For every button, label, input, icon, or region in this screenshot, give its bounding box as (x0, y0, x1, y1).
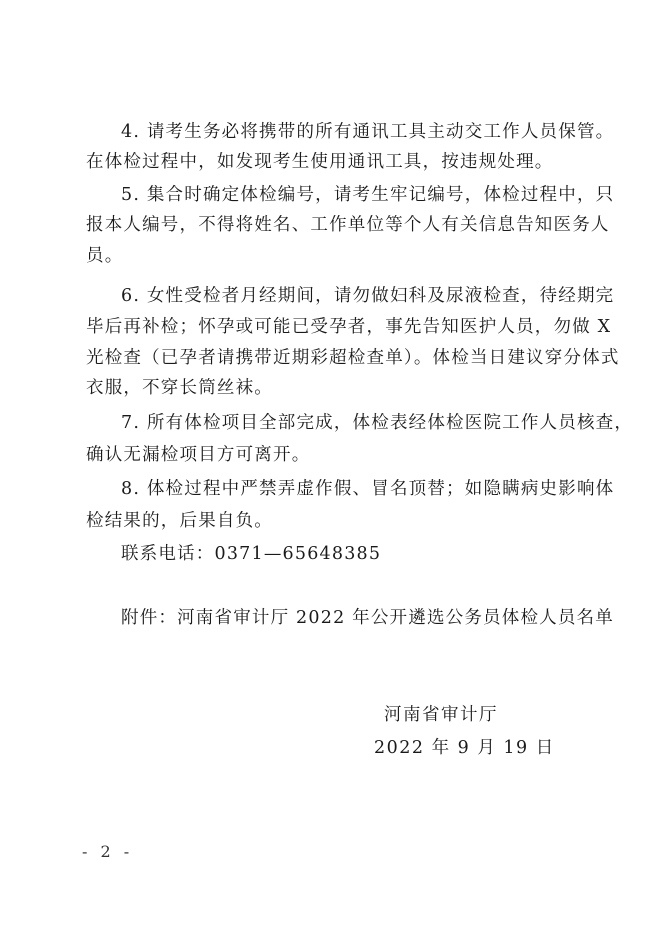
item-4-line-1: 4. 请考生务必将携带的所有通讯工具主动交工作人员保管。 (121, 122, 615, 142)
item-8-line-1: 8. 体检过程中严禁弄虚作假、冒名顶替；如隐瞒病史影响体 (121, 479, 615, 499)
item-6-line-2: 毕后再补检；怀孕或可能已受孕者，事先告知医护人员，勿做 X (86, 317, 612, 337)
item-6-line-4: 衣服，不穿长筒丝袜。 (86, 378, 273, 398)
attachment-note: 附件：河南省审计厅 2022 年公开遴选公务员体检人员名单 (121, 608, 614, 628)
item-6-line-1: 6. 女性受检者月经期间，请勿做妇科及尿液检查，待经期完 (121, 286, 615, 306)
item-7-line-1: 7. 所有体检项目全部完成，体检表经体检医院工作人员核查， (121, 413, 634, 433)
signature-date: 2022 年 9 月 19 日 (374, 738, 555, 758)
item-5-line-1: 5. 集合时确定体检编号，请考生牢记编号，体检过程中，只 (121, 185, 615, 205)
item-4-line-2: 在体检过程中，如发现考生使用通讯工具，按违规处理。 (86, 152, 554, 172)
signature-organization: 河南省审计厅 (384, 705, 498, 725)
contact-phone: 联系电话：0371—65648385 (121, 544, 382, 564)
item-5-line-3: 员。 (86, 246, 124, 266)
item-6-line-3: 光检查（已孕者请携带近期彩超检查单）。体检当日建议穿分体式 (86, 348, 620, 368)
item-7-line-2: 确认无漏检项目方可离开。 (86, 445, 311, 465)
item-8-line-2: 检结果的，后果自负。 (86, 511, 273, 531)
item-5-line-2: 报本人编号，不得将姓名、工作单位等个人有关信息告知医务人 (86, 215, 610, 235)
page-number: - 2 - (82, 842, 134, 861)
